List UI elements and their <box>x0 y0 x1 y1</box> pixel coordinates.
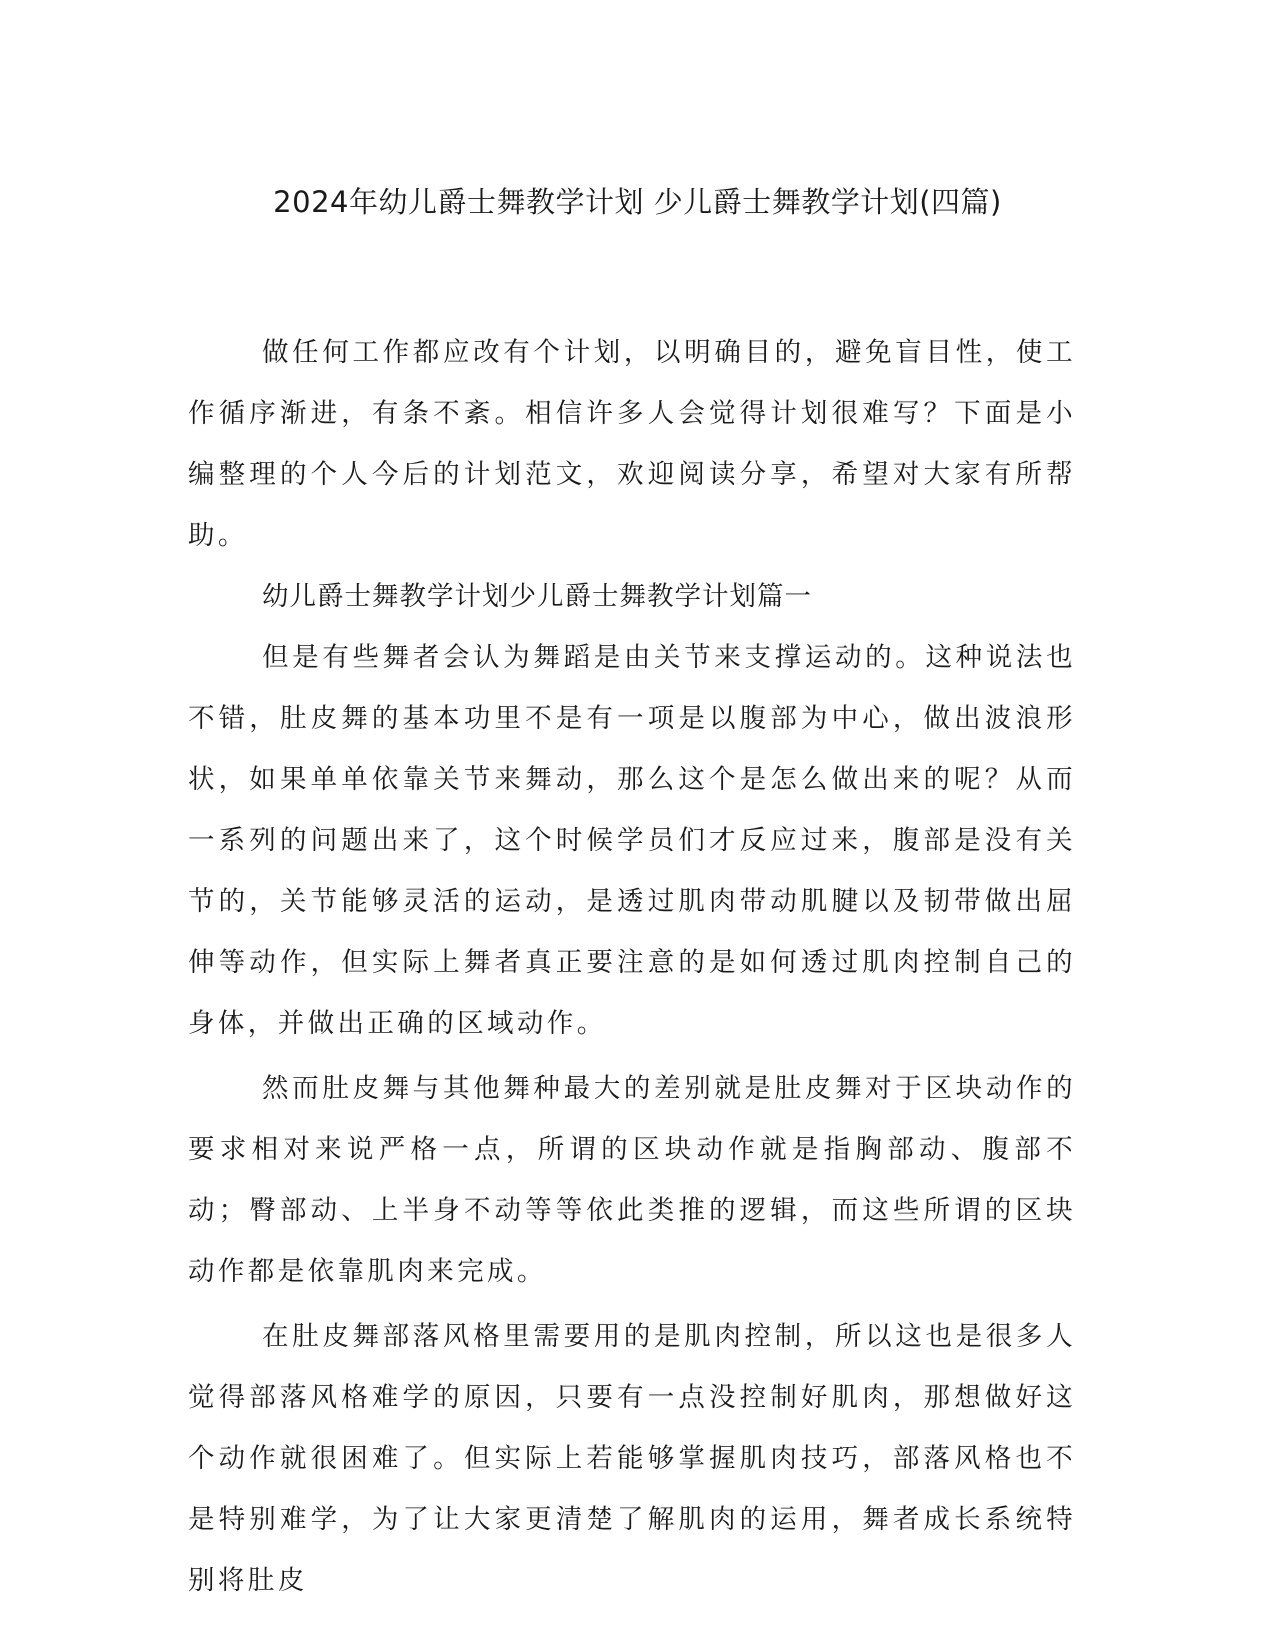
section-heading: 幼儿爵士舞教学计划少儿爵士舞教学计划篇一 <box>262 581 812 612</box>
body-paragraph-1: 但是有些舞者会认为舞蹈是由关节来支撑运动的。这种说法也不错，肚皮舞的基本功里不是有一项是以腹部为中心，做出波浪形状，如果单单依靠关节来舞动，那么这个是怎么做出来的呢？从而一系列的问题出来了，这个时候学员们才反应过来，腹部是没有关节的，关节能够灵活的运动，是透过肌肉带动肌腱以及韧带做出屈伸等动作，但实际上舞者真正要注意的是如何透过肌肉控制自己的身体，并做出正确的区域动作。 <box>188 642 1076 1039</box>
document-body <box>188 322 1076 1611</box>
document-title: 2024年幼儿爵士舞教学计划 少儿爵士舞教学计划(四篇) <box>273 185 1002 219</box>
body-paragraph-3: 在肚皮舞部落风格里需要用的是肌肉控制，所以这也是很多人觉得部落风格难学的原因，只要有一点没控制好肌肉，那想做好这个动作就很困难了。但实际上若能够掌握肌肉技巧，部落风格也不是特别难学，为了让大家更清楚了解肌肉的运用，舞者成长系统特别将肚皮 <box>188 1321 1076 1596</box>
body-paragraph-2: 然而肚皮舞与其他舞种最大的差别就是肚皮舞对于区块动作的要求相对来说严格一点，所谓的区块动作就是指胸部动、腹部不动；臀部动、上半身不动等等依此类推的逻辑，而这些所谓的区块动作都是依靠肌肉来完成。 <box>188 1073 1076 1287</box>
intro-paragraph: 做任何工作都应改有个计划，以明确目的，避免盲目性，使工作循序渐进，有条不紊。相信许多人会觉得计划很难写？下面是小编整理的个人今后的计划范文，欢迎阅读分享，希望对大家有所帮助。 <box>188 337 1076 551</box>
